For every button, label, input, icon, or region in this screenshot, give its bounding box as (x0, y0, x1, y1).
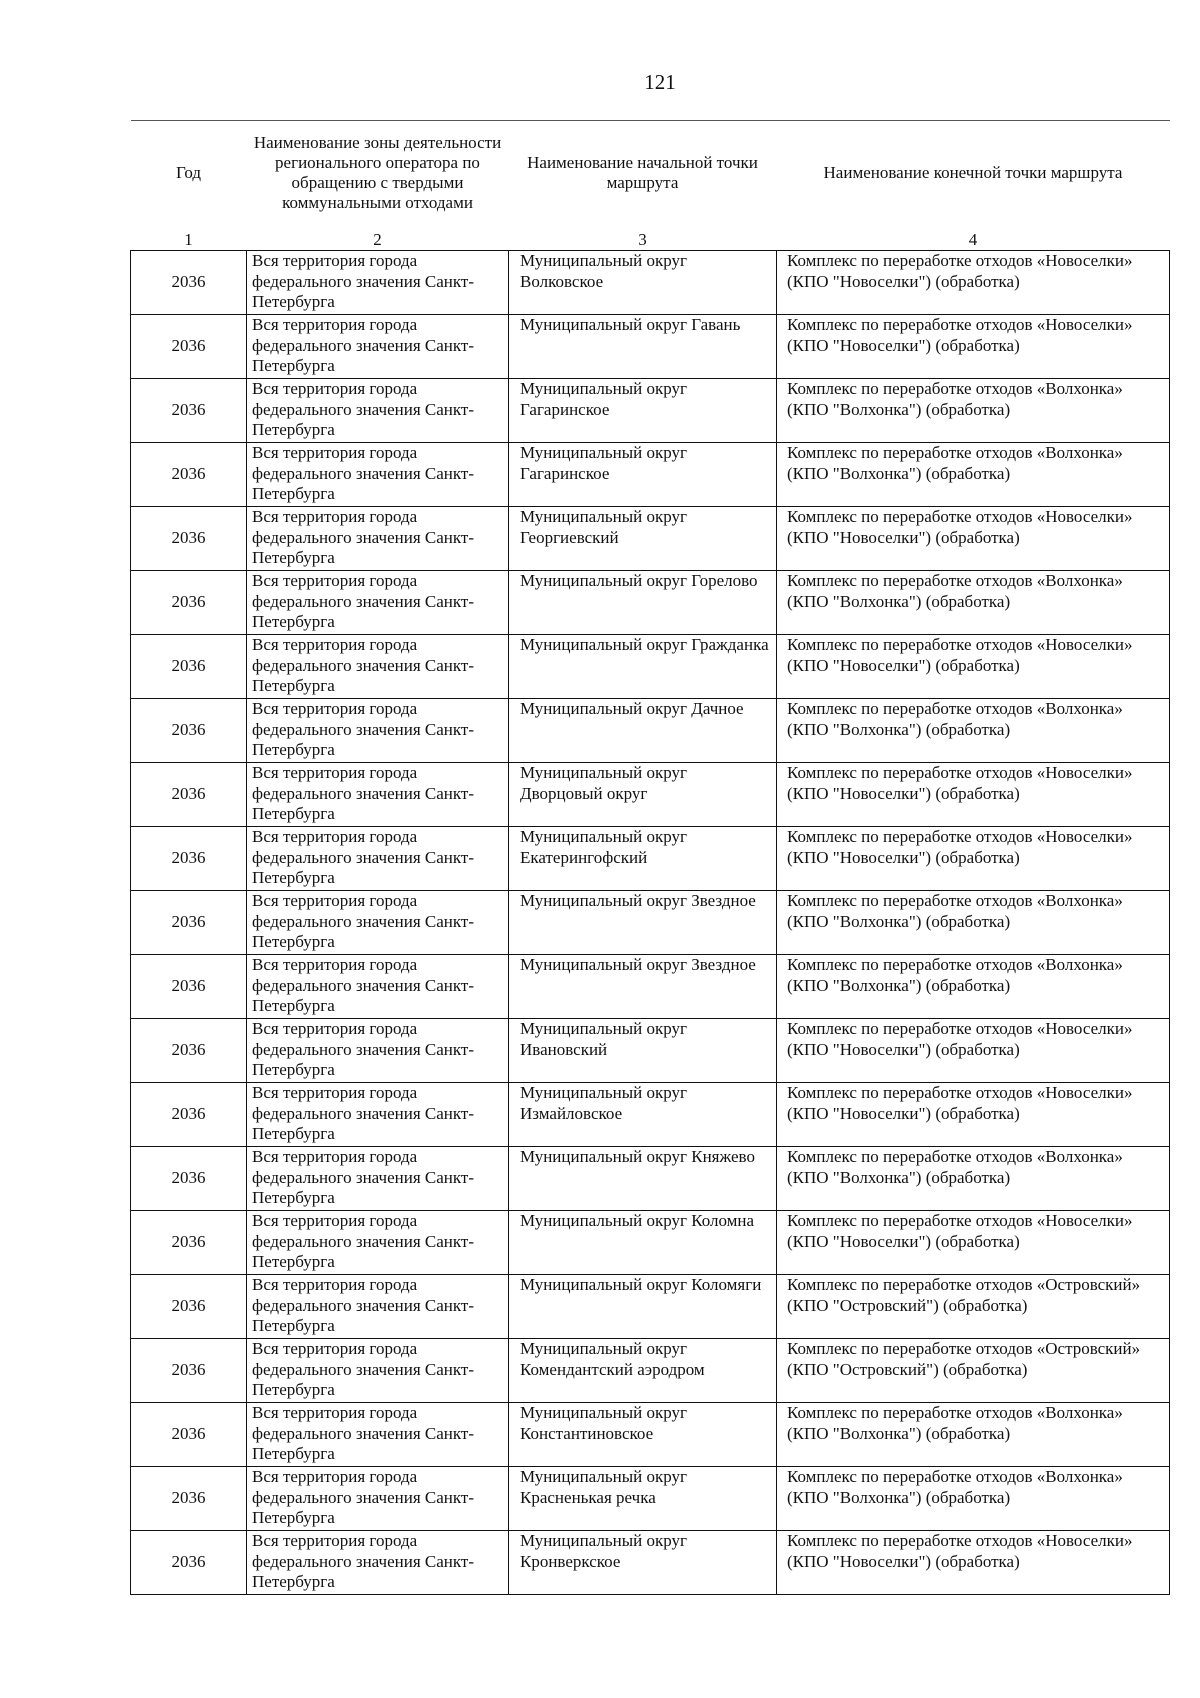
header-zone: Наименование зоны деятельности регионального оператора по обращению с твердыми коммунальными отходами (247, 121, 509, 225)
start-point-cell: Муниципальный округ Коломяги (509, 1275, 777, 1339)
start-point-cell: Муниципальный округ Звездное (509, 955, 777, 1019)
header-start-point: Наименование начальной точки маршрута (509, 121, 777, 225)
column-number: 4 (968, 230, 978, 249)
zone-cell: Вся территория города федерального значения Санкт-Петербурга (247, 1467, 509, 1531)
year-cell: 2036 (131, 315, 247, 379)
start-point-cell: Муниципальный округ Георгиевский (509, 507, 777, 571)
end-point-cell: Комплекс по переработке отходов «Островский» (КПО "Островский") (обработка) (777, 1339, 1170, 1403)
header-row (131, 121, 1170, 225)
table-row (131, 1275, 1170, 1339)
zone-cell: Вся территория города федерального значения Санкт-Петербурга (247, 443, 509, 507)
start-point-cell: Муниципальный округ Дворцовый округ (509, 763, 777, 827)
table-body (131, 251, 1170, 1595)
year-cell: 2036 (131, 1275, 247, 1339)
table-row (131, 507, 1170, 571)
year-cell: 2036 (131, 507, 247, 571)
table-row (131, 443, 1170, 507)
start-point-cell: Муниципальный округ Княжево (509, 1147, 777, 1211)
end-point-cell: Комплекс по переработке отходов «Новоселки» (КПО "Новоселки") (обработка) (777, 1211, 1170, 1275)
zone-cell: Вся территория города федерального значения Санкт-Петербурга (247, 1147, 509, 1211)
end-point-cell: Комплекс по переработке отходов «Новоселки» (КПО "Новоселки") (обработка) (777, 1531, 1170, 1595)
table-row (131, 763, 1170, 827)
year-cell: 2036 (131, 1083, 247, 1147)
column-number: 3 (638, 230, 647, 249)
zone-cell: Вся территория города федерального значения Санкт-Петербурга (247, 1531, 509, 1595)
end-point-cell: Комплекс по переработке отходов «Волхонка» (КПО "Волхонка") (обработка) (777, 571, 1170, 635)
start-point-cell: Муниципальный округ Ивановский (509, 1019, 777, 1083)
table-row (131, 1339, 1170, 1403)
start-point-cell: Муниципальный округ Гагаринское (509, 443, 777, 507)
start-point-cell: Муниципальный округ Екатерингофский (509, 827, 777, 891)
year-cell: 2036 (131, 827, 247, 891)
year-cell: 2036 (131, 251, 247, 315)
start-point-cell: Муниципальный округ Волковское (509, 251, 777, 315)
start-point-cell: Муниципальный округ Горелово (509, 571, 777, 635)
end-point-cell: Комплекс по переработке отходов «Волхонка» (КПО "Волхонка") (обработка) (777, 699, 1170, 763)
zone-cell: Вся территория города федерального значения Санкт-Петербурга (247, 1275, 509, 1339)
year-cell: 2036 (131, 1467, 247, 1531)
end-point-cell: Комплекс по переработке отходов «Волхонка» (КПО "Волхонка") (обработка) (777, 379, 1170, 443)
table-row (131, 251, 1170, 315)
year-cell: 2036 (131, 443, 247, 507)
year-cell: 2036 (131, 379, 247, 443)
zone-cell: Вся территория города федерального значения Санкт-Петербурга (247, 827, 509, 891)
year-cell: 2036 (131, 1403, 247, 1467)
end-point-cell: Комплекс по переработке отходов «Волхонка» (КПО "Волхонка") (обработка) (777, 1467, 1170, 1531)
end-point-cell: Комплекс по переработке отходов «Волхонка» (КПО "Волхонка") (обработка) (777, 1147, 1170, 1211)
start-point-cell: Муниципальный округ Красненькая речка (509, 1467, 777, 1531)
table-row (131, 1531, 1170, 1595)
zone-cell: Вся территория города федерального значения Санкт-Петербурга (247, 763, 509, 827)
zone-cell: Вся территория города федерального значения Санкт-Петербурга (247, 891, 509, 955)
zone-cell: Вся территория города федерального значения Санкт-Петербурга (247, 315, 509, 379)
year-cell: 2036 (131, 1019, 247, 1083)
table-row (131, 635, 1170, 699)
year-cell: 2036 (131, 1211, 247, 1275)
start-point-cell: Муниципальный округ Константиновское (509, 1403, 777, 1467)
zone-cell: Вся территория города федерального значения Санкт-Петербурга (247, 1083, 509, 1147)
zone-cell: Вся территория города федерального значения Санкт-Петербурга (247, 379, 509, 443)
table-row (131, 379, 1170, 443)
zone-cell: Вся территория города федерального значения Санкт-Петербурга (247, 507, 509, 571)
table-row (131, 1147, 1170, 1211)
zone-cell: Вся территория города федерального значения Санкт-Петербурга (247, 1019, 509, 1083)
zone-cell: Вся территория города федерального значения Санкт-Петербурга (247, 699, 509, 763)
year-cell: 2036 (131, 955, 247, 1019)
start-point-cell: Муниципальный округ Гражданка (509, 635, 777, 699)
table-row (131, 1403, 1170, 1467)
column-number: 1 (184, 230, 193, 249)
year-cell: 2036 (131, 1339, 247, 1403)
table-row (131, 1467, 1170, 1531)
start-point-cell: Муниципальный округ Гавань (509, 315, 777, 379)
column-number: 2 (373, 230, 382, 249)
start-point-cell: Муниципальный округ Коломна (509, 1211, 777, 1275)
zone-cell: Вся территория города федерального значения Санкт-Петербурга (247, 955, 509, 1019)
table-row (131, 891, 1170, 955)
year-cell: 2036 (131, 1147, 247, 1211)
zone-cell: Вся территория города федерального значения Санкт-Петербурга (247, 1403, 509, 1467)
zone-cell: Вся территория города федерального значения Санкт-Петербурга (247, 1339, 509, 1403)
start-point-cell: Муниципальный округ Комендантский аэродром (509, 1339, 777, 1403)
table-row (131, 955, 1170, 1019)
page-number: 121 (644, 70, 676, 94)
year-cell: 2036 (131, 699, 247, 763)
end-point-cell: Комплекс по переработке отходов «Волхонка» (КПО "Волхонка") (обработка) (777, 891, 1170, 955)
end-point-cell: Комплекс по переработке отходов «Новоселки» (КПО "Новоселки") (обработка) (777, 315, 1170, 379)
year-cell: 2036 (131, 763, 247, 827)
table-row (131, 1211, 1170, 1275)
year-cell: 2036 (131, 891, 247, 955)
end-point-cell: Комплекс по переработке отходов «Новоселки» (КПО "Новоселки") (обработка) (777, 507, 1170, 571)
header-year: Год (131, 121, 247, 225)
year-cell: 2036 (131, 635, 247, 699)
header-end-point: Наименование конечной точки маршрута (777, 121, 1170, 225)
table-row (131, 1083, 1170, 1147)
end-point-cell: Комплекс по переработке отходов «Новоселки» (КПО "Новоселки") (обработка) (777, 251, 1170, 315)
start-point-cell: Муниципальный округ Дачное (509, 699, 777, 763)
end-point-cell: Комплекс по переработке отходов «Волхонка» (КПО "Волхонка") (обработка) (777, 443, 1170, 507)
table-row (131, 315, 1170, 379)
start-point-cell: Муниципальный округ Звездное (509, 891, 777, 955)
end-point-cell: Комплекс по переработке отходов «Новоселки» (КПО "Новоселки") (обработка) (777, 635, 1170, 699)
table-row (131, 571, 1170, 635)
zone-cell: Вся территория города федерального значения Санкт-Петербурга (247, 251, 509, 315)
end-point-cell: Комплекс по переработке отходов «Новоселки» (КПО "Новоселки") (обработка) (777, 1019, 1170, 1083)
end-point-cell: Комплекс по переработке отходов «Волхонка» (КПО "Волхонка") (обработка) (777, 1403, 1170, 1467)
start-point-cell: Муниципальный округ Измайловское (509, 1083, 777, 1147)
year-cell: 2036 (131, 1531, 247, 1595)
route-table (130, 120, 1170, 1595)
column-number-row (131, 224, 1170, 251)
end-point-cell: Комплекс по переработке отходов «Островский» (КПО "Островский") (обработка) (777, 1275, 1170, 1339)
start-point-cell: Муниципальный округ Кронверкское (509, 1531, 777, 1595)
end-point-cell: Комплекс по переработке отходов «Волхонка» (КПО "Волхонка") (обработка) (777, 955, 1170, 1019)
end-point-cell: Комплекс по переработке отходов «Новоселки» (КПО "Новоселки") (обработка) (777, 827, 1170, 891)
zone-cell: Вся территория города федерального значения Санкт-Петербурга (247, 635, 509, 699)
year-cell: 2036 (131, 571, 247, 635)
table-row (131, 699, 1170, 763)
table-row (131, 827, 1170, 891)
zone-cell: Вся территория города федерального значения Санкт-Петербурга (247, 1211, 509, 1275)
end-point-cell: Комплекс по переработке отходов «Новоселки» (КПО "Новоселки") (обработка) (777, 1083, 1170, 1147)
table-row (131, 1019, 1170, 1083)
end-point-cell: Комплекс по переработке отходов «Новоселки» (КПО "Новоселки") (обработка) (777, 763, 1170, 827)
zone-cell: Вся территория города федерального значения Санкт-Петербурга (247, 571, 509, 635)
start-point-cell: Муниципальный округ Гагаринское (509, 379, 777, 443)
